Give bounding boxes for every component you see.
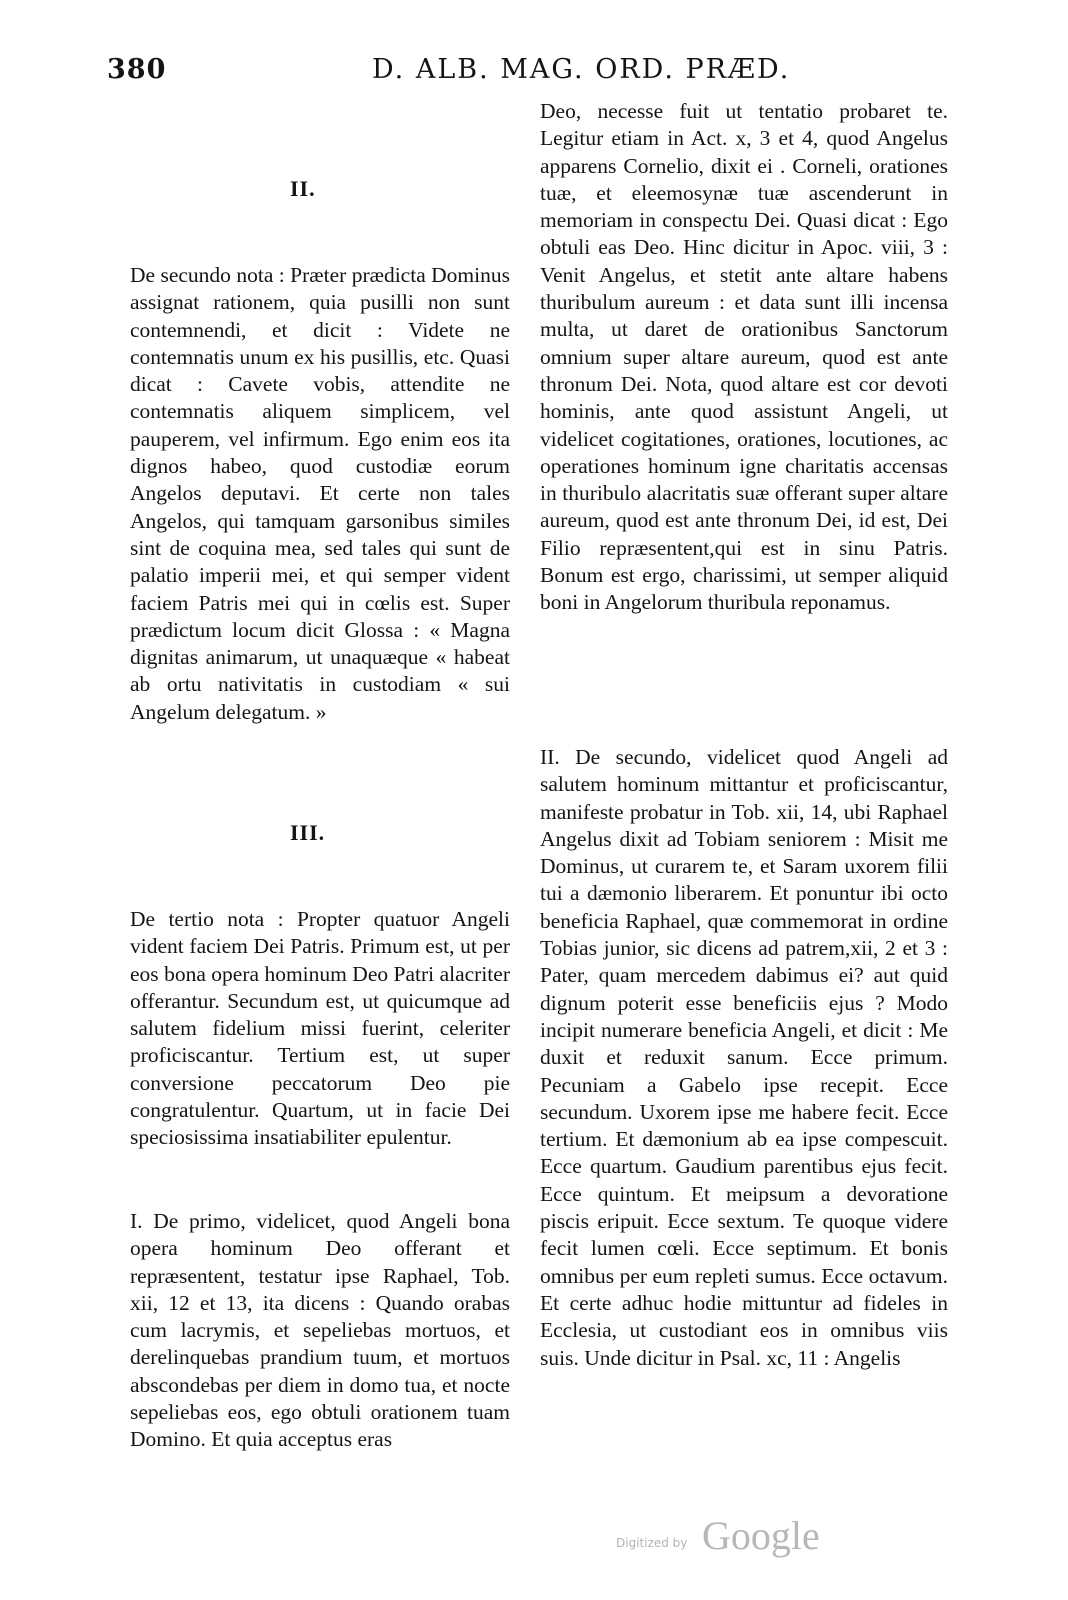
section-heading-iii: III. xyxy=(290,820,326,845)
paragraph-tertio: De tertio nota : Propter quatuor Angeli vident faciem Dei Patris. Primum est, ut per eos bona opera hominum Deo Patri alacriter offerantur. Secundum est, ut quicumque ad salutem fidelium missi fuerint, celeriter proficiscantur. Tertium est, ut super conversione peccatorum Deo pie congratulentur. Quartum, ut in facie Dei speciosissima insatiabiliter epulentur. xyxy=(130,907,510,1150)
paragraph-secundo: De secundo nota : Præter prædicta Dominus assignat rationem, quia pusilli non sunt contemnendi, et dicit : Videte ne contemnatis unum ex his pusillis, etc. Quasi dicat : Cavete vobis, attendite ne contemnatis aliquem simplicem, vel pauperem, vel infirmum. Ego enim eos ita dignos habeo, quod custodiæ eorum Angelos deputavi. Et certe non tales Angelos, qui tamquam garsonibus similes sint de coquina mea, sed tales qui sunt de palatio imperii mei, et qui semper vident faciem Patris mei qui in cœlis est. Super prædictum locum dicit Glossa : « Magna dignitas animarum, ut unaquæque « habeat ab ortu nativitatis in custodiam « sui Angelum delegatum. » xyxy=(130,263,510,724)
running-head xyxy=(0,54,1068,94)
paragraph-continued: Deo, necesse fuit ut tentatio probaret te. Legitur etiam in Act. x, 3 et 4, quod Angelus apparens Cornelio, dixit ei . Corneli, orationes tuæ, et eleemosynæ tuæ ascenderunt in memoriam in conspectu Dei. Quasi dicat : Ego obtuli eas Deo. Hinc dicitur in Apoc. viii, 3 : Venit Angelus, et stetit ante altare habens thuribulum aureum : et data sunt illi incensa multa, ut daret de orationibus Sanctorum omnium super altare aureum, quod est ante thronum Dei. Nota, quod altare est cor devoti hominis, ante quod assistunt Angeli, ut videlicet cogitationes, orationes, locutiones, ac operationes hominum igne charitatis accensas in thuribulo alacritatis suæ offerant super altare aureum, quod est ante thronum Dei, id est, Dei Filio repræsentent,qui est in sinu Patris. Bonum est ergo, charissimi, ut semper aliquid boni in Angelorum thuribula reponamus. xyxy=(540,99,948,615)
page-number: 380 xyxy=(107,54,167,85)
running-title: D. ALB. MAG. ORD. PRÆD. xyxy=(372,54,791,85)
section-heading-ii: II. xyxy=(290,176,316,201)
digitized-by-text: Digitized by xyxy=(616,1536,688,1550)
paragraph-ii-de-secundo: II. De secundo, videlicet quod Angeli ad salutem hominum mittantur et proficiscantur, manifeste probatur in Tob. xii, 14, ubi Raphael Angelus dixit ad Tobiam seniorem : Misit me Dominus, ut curarem te, et Saram uxorem filii tui a dæmonio liberarem. Et ponuntur ibi octo beneficia Raphael, quæ commemorat in ordine Tobias junior, sic dicens ad patrem,xii, 2 et 3 : Pater, quam mercedem dabimus ei? aut quid dignum poterit esse beneficiis ejus ? Modo incipit numerare beneficia Angeli, et dicit : Me duxit et reduxit sanum. Ecce primum. Pecuniam a Gabelo ipse recepit. Ecce secundum. Uxorem ipse me habere fecit. Ecce tertium. Et dæmonium ab ea ipse compescuit. Ecce quartum. Gaudium parentibus ejus fecit. Ecce quintum. Et meipsum a devoratione piscis eripuit. Ecce sextum. Te quoque videre fecit lumen cœli. Ecce septimum. Et bonis omnibus per eum repleti sumus. Ecce octavum. Et certe adhuc hodie mittuntur ad fideles in Ecclesia, ut custodiant eos in omnibus viis suis. Unde dicitur in Psal. xc, 11 : Angelis xyxy=(540,745,948,1370)
google-logo: Google xyxy=(702,1513,820,1558)
paragraph-primo: I. De primo, videlicet, quod Angeli bona opera hominum Deo offerant et repræsentent, testatur ipse Raphael, Tob. xii, 12 et 13, ita dicens : Quando orabas cum lacrymis, et sepeliebas mortuos, et derelinquebas prandium tuum, et mortuos abscondebas per diem in domo tua, et nocte sepeliebas eos, ego obtuli orationem tuam Domino. Et quia acceptus eras xyxy=(130,1209,510,1452)
digitized-watermark xyxy=(616,1510,846,1560)
